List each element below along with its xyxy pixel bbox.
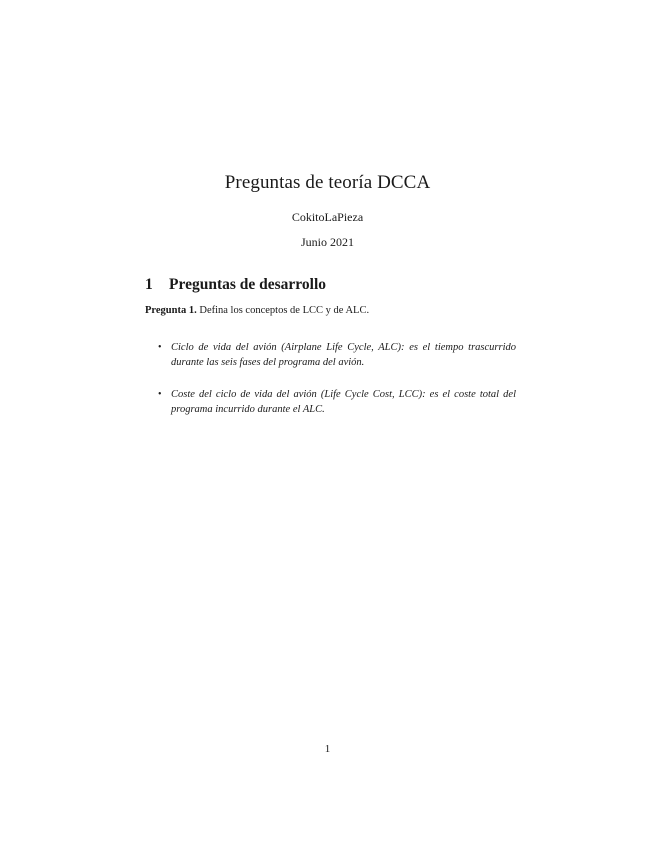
question-label: Pregunta 1. — [145, 305, 197, 316]
bullet-text: Coste del ciclo de vida del avión (Life Cycle Cost, LCC): es el coste total del programa incurrido durante el ALC. — [171, 389, 516, 415]
bullet-marker: • — [158, 389, 162, 400]
question-text: Defina los conceptos de LCC y de ALC. — [196, 305, 370, 316]
document-date: Junio 2021 — [300, 235, 354, 249]
page-number: 1 — [324, 743, 331, 755]
bullet-item-lcc — [158, 387, 516, 417]
question-1 — [145, 305, 515, 316]
document-title: Preguntas de teoría DCCA — [224, 172, 431, 193]
section-title: Preguntas de desarrollo — [169, 276, 327, 293]
bullet-marker: • — [158, 342, 162, 353]
section-number: 1 — [145, 276, 153, 293]
document-author: CokitoLaPieza — [291, 210, 364, 224]
bullet-text: Ciclo de vida del avión (Airplane Life Cycle, ALC): es el tiempo trascurrido durante las seis fases del programa del avión. — [171, 342, 516, 368]
section-heading — [145, 276, 326, 294]
bullet-item-alc — [158, 340, 516, 370]
